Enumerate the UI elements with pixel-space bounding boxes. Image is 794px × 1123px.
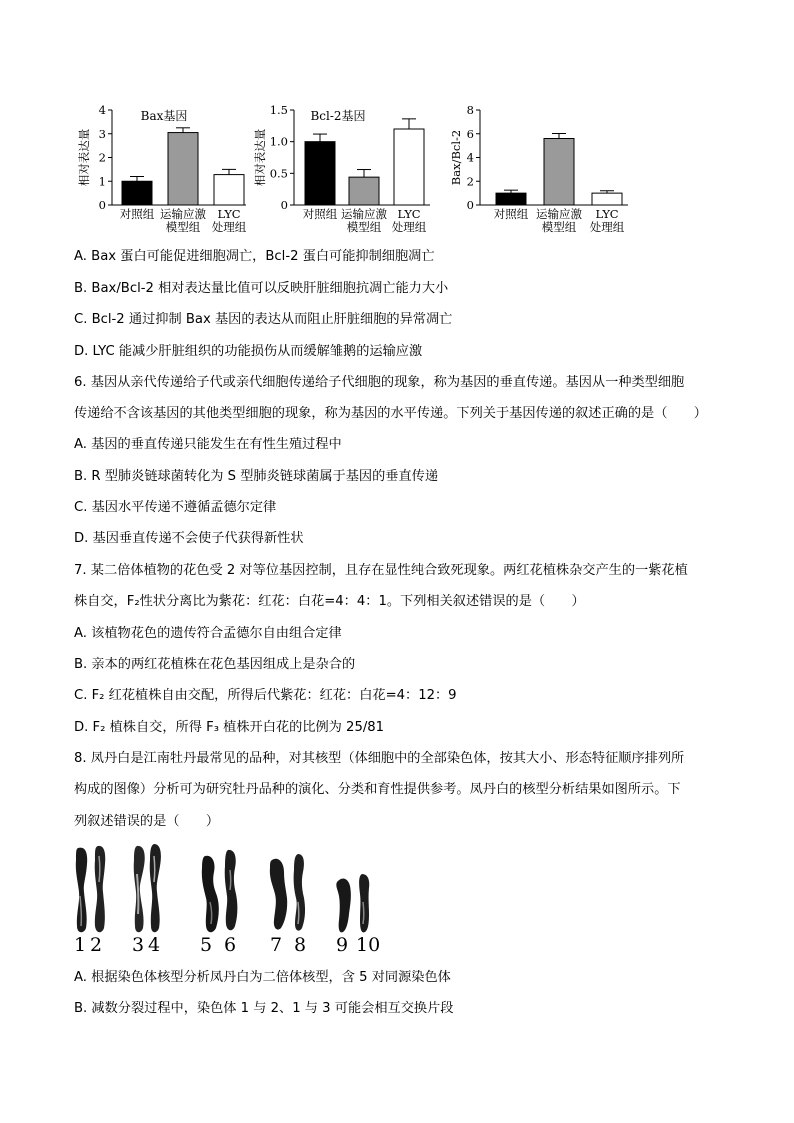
bar — [122, 181, 152, 205]
category-label: 运输应激 — [160, 207, 206, 221]
y-axis-label: 相对表达量 — [253, 128, 267, 187]
bax-bcl2-ratio-chart-svg — [450, 98, 630, 238]
y-tick-label: 6 — [466, 126, 474, 141]
chromosome-7 — [268, 856, 290, 932]
chart-title: Bax基因 — [140, 109, 188, 123]
bax-bcl2-ratio-chart — [450, 98, 630, 238]
chromosome-9 — [334, 876, 354, 934]
category-label: 运输应激 — [536, 207, 582, 221]
q6-option-c: C. 基因水平传递不遵循孟德尔定律 — [74, 500, 277, 515]
category-label: 处理组 — [391, 220, 427, 234]
bcl2-gene-chart-svg — [254, 98, 432, 238]
chromosome-1 — [74, 846, 90, 934]
chromosome-number-10: 10 — [356, 934, 381, 956]
q6-option-b: B. R 型肺炎链球菌转化为 S 型肺炎链球菌属于基因的垂直传递 — [74, 469, 439, 484]
category-label: 处理组 — [211, 220, 247, 234]
chromosome-4 — [148, 842, 164, 934]
q8-option-a: A. 根据染色体核型分析凤丹白为二倍体核型，含 5 对同源染色体 — [74, 970, 451, 985]
chromosome-number-5: 5 — [200, 934, 213, 956]
y-tick-label: 1.0 — [269, 134, 288, 149]
category-label: 模型组 — [165, 220, 201, 234]
y-tick-label: 0 — [466, 198, 474, 212]
q5-option-c: C. Bcl-2 通过抑制 Bax 基因的表达从而阻止肝脏细胞的异常凋亡 — [74, 312, 453, 327]
bar — [214, 175, 244, 205]
bar — [544, 139, 574, 206]
karyotype-figure — [70, 838, 400, 958]
q6-stem-line-1: 6. 基因从亲代传递给子代或亲代细胞传递给子代细胞的现象，称为基因的垂直传递。基因从一种类型细胞 — [74, 375, 685, 390]
category-label: 模型组 — [541, 220, 577, 234]
y-tick-label: 0.5 — [269, 166, 288, 181]
y-axis-label: 相对表达量 — [77, 128, 91, 187]
chromosome-number-9: 9 — [336, 934, 349, 956]
chromosome-number-7: 7 — [270, 934, 283, 956]
chromosome-number-6: 6 — [224, 934, 237, 956]
bax-gene-chart-svg — [78, 98, 248, 238]
q7-stem-line-2: 株自交，F₂性状分离比为紫花：红花：白花=4：4：1。下列相关叙述错误的是（ ） — [74, 594, 585, 609]
bar — [496, 193, 526, 205]
category-label: LYC — [397, 207, 421, 221]
category-label: 运输应激 — [341, 207, 387, 221]
chromosome-number-2: 2 — [90, 934, 103, 956]
q7-option-d: D. F₂ 植株自交，所得 F₃ 植株开白花的比例为 25/81 — [74, 720, 385, 735]
chromosome-3 — [132, 844, 148, 934]
category-label: 对照组 — [493, 207, 529, 221]
y-tick-label: 0 — [280, 198, 288, 212]
bax-gene-chart — [78, 98, 248, 238]
q6-stem-line-2: 传递给不含该基因的其他类型细胞的现象，称为基因的水平传递。下列关于基因传递的叙述正确的是（ ） — [74, 406, 707, 421]
chromosome-number-1: 1 — [74, 934, 87, 956]
bar — [305, 142, 335, 205]
q5-option-b: B. Bax/Bcl-2 相对表达量比值可以反映肝脏细胞抗凋亡能力大小 — [74, 281, 449, 296]
chromosome-number-4: 4 — [148, 934, 161, 956]
q5-option-a: A. Bax 蛋白可能促进细胞凋亡，Bcl-2 蛋白可能抑制细胞凋亡 — [74, 249, 435, 264]
q8-stem-line-3: 列叙述错误的是（ ） — [74, 814, 220, 829]
bar — [592, 193, 622, 205]
category-label: LYC — [217, 207, 241, 221]
q7-stem-line-1: 7. 某二倍体植物的花色受 2 对等位基因控制，且存在显性纯合致死现象。两红花植株杂交产生的一紫花植 — [74, 563, 688, 578]
y-tick-label: 1.5 — [269, 103, 288, 117]
q8-stem-line-1: 8. 凤丹白是江南牡丹最常见的品种，对其核型（体细胞中的全部染色体，按其大小、形态特征顺序排列所 — [74, 751, 685, 766]
y-tick-label: 4 — [466, 150, 474, 165]
chromosome-number-3: 3 — [132, 934, 145, 956]
category-label: 模型组 — [346, 220, 382, 234]
y-tick-label: 0 — [98, 198, 106, 212]
q8-stem-line-2: 构成的图像）分析可为研究牡丹品种的演化、分类和育性提供参考。凤丹白的核型分析结果如图所示。下 — [74, 782, 681, 797]
bar — [168, 133, 198, 205]
bar — [394, 129, 424, 205]
category-label: LYC — [595, 207, 619, 221]
q7-option-c: C. F₂ 红花植株自由交配，所得后代紫花：红花：白花=4：12：9 — [74, 688, 457, 703]
q5-option-d: D. LYC 能减少肝脏组织的功能损伤从而缓解雏鹅的运输应激 — [74, 344, 423, 359]
chromosome-number-8: 8 — [294, 934, 307, 956]
chromosome-8 — [290, 852, 310, 932]
chromosome-2 — [92, 844, 108, 934]
chromosome-10 — [356, 872, 374, 934]
q6-option-d: D. 基因垂直传递不会使子代获得新性状 — [74, 531, 304, 546]
q7-option-b: B. 亲本的两红花植株在花色基因组成上是杂合的 — [74, 657, 356, 672]
q8-option-b: B. 减数分裂过程中，染色体 1 与 2、1 与 3 可能会相互交换片段 — [74, 1001, 454, 1016]
category-label: 对照组 — [119, 207, 155, 221]
category-label: 对照组 — [302, 207, 338, 221]
chromosome-6 — [222, 848, 242, 932]
q6-option-a: A. 基因的垂直传递只能发生在有性生殖过程中 — [74, 437, 342, 452]
y-tick-label: 2 — [98, 150, 106, 165]
y-tick-label: 2 — [466, 174, 474, 189]
category-label: 处理组 — [589, 220, 625, 234]
chromosome-5 — [200, 854, 222, 934]
chart-title: Bcl-2基因 — [310, 109, 366, 123]
y-tick-label: 3 — [98, 126, 106, 141]
y-axis-label: Bax/Bcl-2 — [449, 129, 463, 186]
y-tick-label: 4 — [98, 103, 106, 117]
q7-option-a: A. 该植物花色的遗传符合孟德尔自由组合定律 — [74, 626, 342, 641]
bcl2-gene-chart — [254, 98, 432, 238]
y-tick-label: 1 — [98, 174, 106, 189]
bar — [349, 177, 379, 205]
y-tick-label: 8 — [466, 103, 474, 117]
